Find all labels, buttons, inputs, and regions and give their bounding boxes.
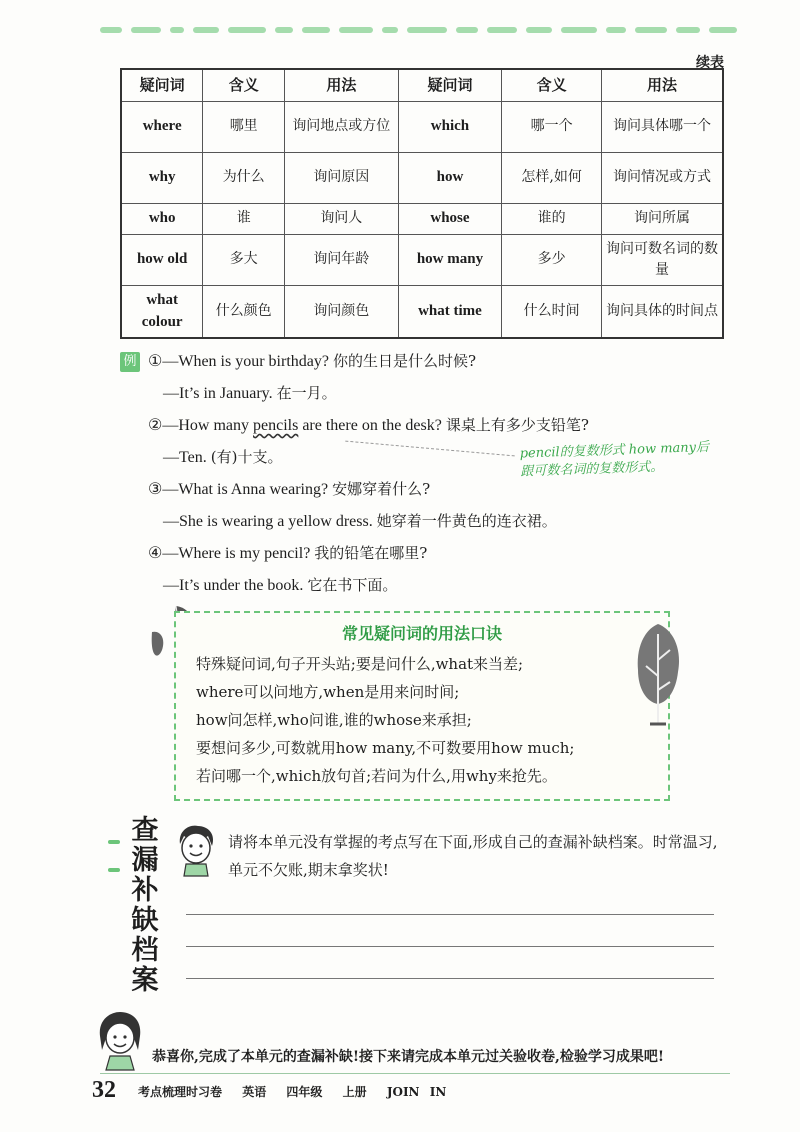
example-line	[163, 574, 397, 595]
example-chinese: (有)十支。	[210, 448, 283, 466]
header-word-2: 疑问词	[398, 69, 502, 101]
table-cell: why	[121, 152, 203, 203]
footer-info	[138, 1083, 456, 1100]
rhyme-line: how问怎样,who问谁,谁的whose来承担;	[196, 711, 472, 729]
example-line	[163, 446, 282, 467]
example-chinese: 你的生日是什么时候?	[332, 352, 477, 370]
example-english: —It’s in January.	[163, 385, 273, 402]
rhyme-line: 特殊疑问词,句子开头站;要是问什么,what来当差;	[196, 655, 524, 673]
table-cell: 多大	[203, 234, 285, 285]
example-line	[148, 478, 430, 499]
example-english: are there on the desk?	[298, 417, 442, 434]
table-cell: what colour	[121, 285, 203, 338]
header-usage: 用法	[285, 69, 399, 101]
review-title-char: 补	[131, 875, 159, 906]
review-title-char: 漏	[131, 845, 159, 876]
table-header-row	[121, 69, 723, 101]
boy-avatar-icon	[172, 822, 220, 878]
girl-avatar-icon	[94, 1010, 146, 1072]
writing-line[interactable]	[186, 914, 714, 915]
table-row	[121, 203, 723, 234]
table-cell: how	[398, 152, 502, 203]
continued-label: 续表	[696, 55, 724, 71]
decorative-dash	[108, 868, 120, 872]
example-english: ①—When is your birthday?	[148, 353, 329, 370]
decorative-dash	[108, 840, 120, 844]
header-meaning-2: 含义	[502, 69, 602, 101]
header-usage-2: 用法	[601, 69, 723, 101]
example-english: ②—How many	[148, 417, 253, 434]
handwritten-note: pencil的复数形式 how many后跟可数名词的复数形式。	[519, 439, 710, 480]
review-title-char: 缺	[131, 905, 159, 936]
table-cell: how many	[398, 234, 502, 285]
table-cell: 什么时间	[502, 285, 602, 338]
table-cell: 谁的	[502, 203, 602, 234]
table-cell: who	[121, 203, 203, 234]
table-cell: 多少	[502, 234, 602, 285]
example-chinese: 安娜穿着什么?	[332, 480, 431, 498]
table-cell: 哪里	[203, 101, 285, 152]
annotation-pointer	[345, 441, 514, 457]
tree-icon	[630, 620, 686, 730]
example-chinese: 我的铅笔在哪里?	[314, 544, 428, 562]
example-line	[163, 510, 557, 531]
table-cell: 哪一个	[502, 101, 602, 152]
writing-line[interactable]	[186, 978, 714, 979]
table-cell: 谁	[203, 203, 285, 234]
example-chinese: 她穿着一件黄色的连衣裙。	[376, 512, 557, 530]
grade: 四年级	[286, 1085, 323, 1099]
congrats-text: 恭喜你,完成了本单元的查漏补缺!接下来请完成本单元过关验收卷,检验学习成果吧!	[152, 1049, 665, 1065]
wavy-underlined-word: pencils	[253, 417, 299, 434]
page-number: 32	[92, 1077, 116, 1103]
table-row	[121, 152, 723, 203]
table-cell: 询问情况或方式	[601, 152, 723, 203]
top-decoration	[100, 18, 760, 40]
rhyme-line: 要想问多少,可数就用how many,不可数要用how much;	[196, 739, 575, 757]
table-cell: 询问具体的时间点	[601, 285, 723, 338]
table-cell: whose	[398, 203, 502, 234]
example-english: —Ten.	[163, 449, 207, 466]
table-cell: 怎样,如何	[502, 152, 602, 203]
book-title: 考点梳理时习卷	[138, 1085, 223, 1099]
review-title	[128, 816, 162, 996]
table-cell: 为什么	[203, 152, 285, 203]
question-word-table	[120, 68, 724, 339]
table-row	[121, 285, 723, 338]
example-line	[148, 350, 476, 371]
rhyme-box	[174, 611, 670, 801]
review-instruction: 请将本单元没有掌握的考点写在下面,形成自己的查漏补缺档案。时常温习,单元不欠账,期末拿奖状!	[228, 833, 718, 879]
example-english: ④—Where is my pencil?	[148, 545, 311, 562]
table-cell: 询问所属	[601, 203, 723, 234]
table-cell: 询问颜色	[285, 285, 399, 338]
rhyme-line: 若问哪一个,which放句首;若问为什么,用why来抢先。	[196, 767, 557, 785]
example-chinese: 在一月。	[276, 384, 337, 402]
example-line	[148, 542, 427, 563]
table-cell: how old	[121, 234, 203, 285]
subject: 英语	[242, 1085, 267, 1099]
table-cell: which	[398, 101, 502, 152]
header-word: 疑问词	[121, 69, 203, 101]
writing-line[interactable]	[186, 946, 714, 947]
table-cell: 询问年龄	[285, 234, 399, 285]
edition: JOIN IN	[386, 1085, 447, 1099]
table-cell: 询问可数名词的数量	[601, 234, 723, 285]
review-title-char: 查	[131, 815, 159, 846]
example-line	[148, 414, 589, 435]
volume: 上册	[342, 1085, 367, 1099]
example-line	[163, 382, 337, 403]
rhyme-title: 常见疑问词的用法口诀	[341, 624, 502, 643]
example-chinese: 课桌上有多少支铅笔?	[445, 416, 589, 434]
table-cell: 询问地点或方位	[285, 101, 399, 152]
table-cell: where	[121, 101, 203, 152]
header-meaning: 含义	[203, 69, 285, 101]
rhyme-line: where可以问地方,when是用来问时间;	[196, 683, 460, 701]
table-row	[121, 101, 723, 152]
example-english: —She is wearing a yellow dress.	[163, 513, 373, 530]
example-tag: 例	[120, 352, 140, 372]
example-english: ③—What is Anna wearing?	[148, 481, 329, 498]
review-title-char: 档	[131, 935, 159, 966]
example-english: —It’s under the book.	[163, 577, 304, 594]
table-cell: 询问具体哪一个	[601, 101, 723, 152]
table-cell: 询问原因	[285, 152, 399, 203]
table-cell: what time	[398, 285, 502, 338]
example-chinese: 它在书下面。	[307, 576, 398, 594]
table-cell: 询问人	[285, 203, 399, 234]
review-title-char: 案	[131, 965, 159, 996]
table-row	[121, 234, 723, 285]
table-cell: 什么颜色	[203, 285, 285, 338]
